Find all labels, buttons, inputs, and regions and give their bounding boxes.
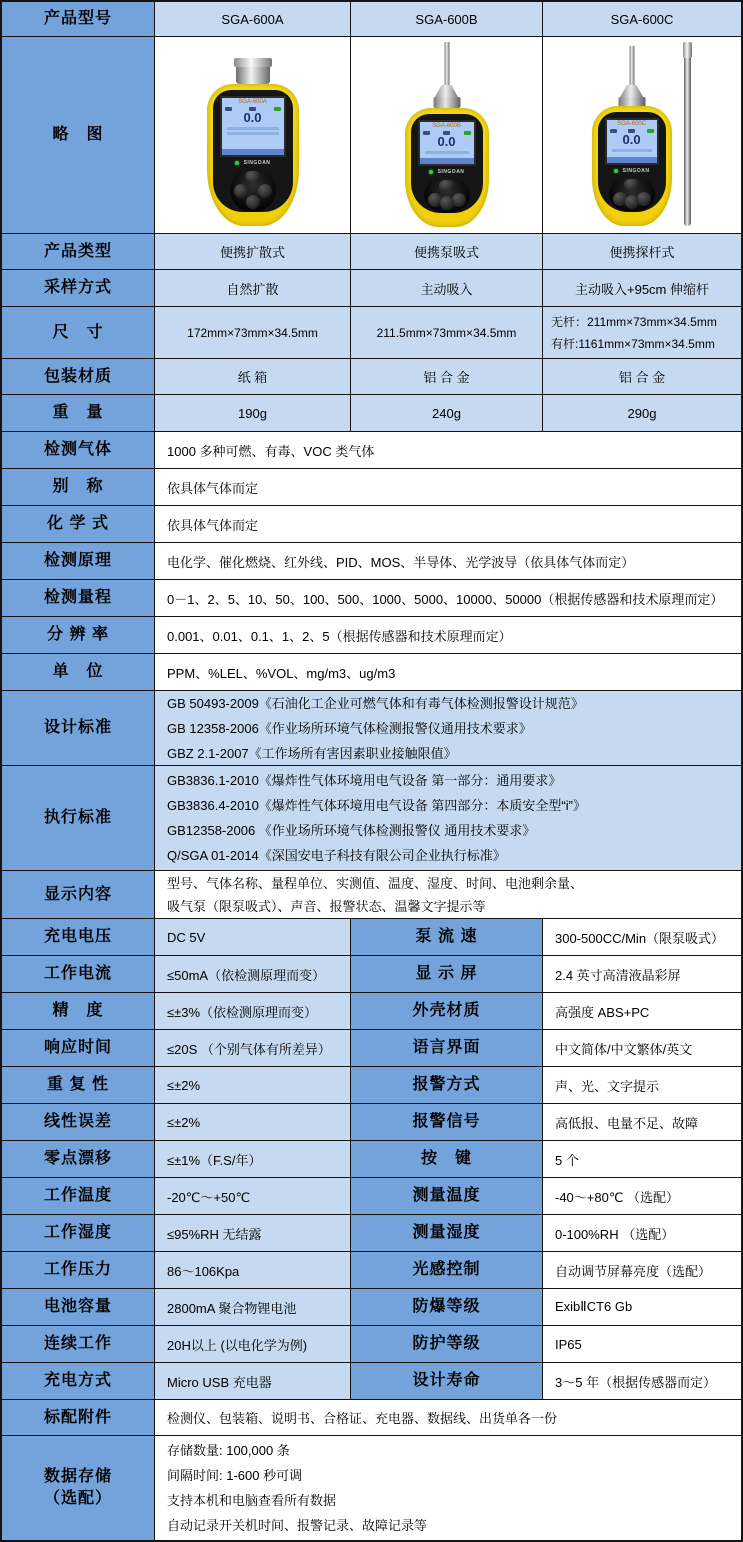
row-chemical-formula	[2, 506, 741, 543]
spec-row-working-pressure	[2, 1252, 741, 1289]
left-button	[234, 184, 248, 198]
size-b: 211.5mm×73mm×34.5mm	[351, 307, 543, 358]
row-detection-principle	[2, 543, 741, 580]
row-value: 电化学、催化燃烧、红外线、PID、MOS、半导体、光学波导（依具体气体而定）	[155, 543, 741, 579]
telescopic-rod	[684, 42, 691, 226]
row-value: ≤±1%（F.S/年）	[155, 1141, 351, 1177]
row-label: 产品类型	[2, 234, 155, 269]
row-label: 重 量	[2, 395, 155, 431]
row-value: -40～+80℃ （选配）	[543, 1178, 741, 1214]
row-value: 2800mA 聚合物锂电池	[155, 1289, 351, 1325]
enter-button	[625, 195, 639, 209]
spec-row-linearity-error	[2, 1104, 741, 1141]
package-b: 铝 合 金	[351, 359, 543, 394]
row-detected-gas	[2, 432, 741, 469]
row-value: ≤95%RH 无结露	[155, 1215, 351, 1251]
device-face	[598, 112, 666, 212]
row-value: ≤50mA（依检测原理而变）	[155, 956, 351, 992]
row-value: 高强度 ABS+PC	[543, 993, 741, 1029]
spec-row-battery-capacity	[2, 1289, 741, 1326]
row-value: 5 个	[543, 1141, 741, 1177]
row-value: 1000 多种可燃、有毒、VOC 类气体	[155, 432, 741, 468]
row-label: 电池容量	[2, 1289, 155, 1325]
device-screen	[605, 118, 659, 165]
screen-reading: 0.0	[243, 110, 262, 125]
row-value: 中文简体/中文繁体/英文	[543, 1030, 741, 1066]
row-value: 3～5 年（根据传感器而定）	[543, 1363, 741, 1399]
row-sketch	[2, 37, 741, 234]
device-body	[592, 106, 672, 226]
sampling-a: 自然扩散	[155, 270, 351, 306]
device-body	[207, 84, 299, 226]
row-label: 连续工作	[2, 1326, 155, 1362]
row-label: 防爆等级	[351, 1289, 543, 1325]
probe-collar	[433, 97, 460, 108]
row-value: 依具体气体而定	[155, 506, 741, 542]
row-value	[155, 766, 741, 870]
spec-row-charging-method	[2, 1363, 741, 1400]
brand-text: SINGOAN	[622, 167, 650, 174]
row-value: DC 5V	[155, 919, 351, 955]
storage-line: 自动记录开关机时间、报警记录、故障记录等	[167, 1518, 428, 1533]
standard-line: GB3836.1-2010《爆炸性气体环境用电气设备 第一部分：通用要求》	[167, 773, 562, 788]
row-label: 泵 流 速	[351, 919, 543, 955]
storage-line: 存储数量: 100,000 条	[167, 1443, 290, 1458]
row-label: 尺 寸	[2, 307, 155, 358]
row-display-content	[2, 871, 741, 919]
row-label: 报警信号	[351, 1104, 543, 1140]
display-line: 吸气泵（限泵吸式）、声音、报警状态、温馨文字提示等	[167, 898, 486, 914]
spec-row-working-current	[2, 956, 741, 993]
row-value	[155, 691, 741, 765]
row-label: 测量湿度	[351, 1215, 543, 1251]
row-label: 按 键	[351, 1141, 543, 1177]
standard-line: GB 50493-2009《石油化工企业可燃气体和有毒气体检测报警设计规范》	[167, 695, 584, 711]
row-label: 检测量程	[2, 580, 155, 616]
row-label: 语言界面	[351, 1030, 543, 1066]
screen-info-line	[612, 149, 652, 152]
screen-model-text: SGA-600A	[238, 99, 267, 105]
brand-row	[235, 160, 271, 166]
row-label: 产品型号	[2, 2, 155, 36]
row-label: 显 示 屏	[351, 956, 543, 992]
type-a: 便携扩散式	[155, 234, 351, 269]
enter-button	[440, 196, 454, 210]
row-alias	[2, 469, 741, 506]
row-label: 工作温度	[2, 1178, 155, 1214]
weight-c: 290g	[543, 395, 741, 431]
row-value: 0－1、2、5、10、50、100、500、1000、5000、10000、50000（根据传感器和技术原理而定）	[155, 580, 741, 616]
row-value: Micro USB 充电器	[155, 1363, 351, 1399]
device-face	[213, 90, 293, 212]
model-c: SGA-600C	[543, 2, 741, 36]
row-value: -20℃～+50℃	[155, 1178, 351, 1214]
screen-info-line	[425, 151, 469, 154]
storage-label-line1: 数据存储	[43, 1468, 112, 1485]
storage-line: 支持本机和电脑查看所有数据	[167, 1493, 337, 1508]
spec-row-response-time	[2, 1030, 741, 1067]
led-indicator	[614, 169, 618, 173]
sketch-cell-b	[351, 37, 543, 233]
sensor-cap	[236, 58, 270, 84]
row-packaging-material	[2, 359, 741, 395]
row-label: 精 度	[2, 993, 155, 1029]
size-c	[543, 307, 741, 358]
weight-a: 190g	[155, 395, 351, 431]
row-value: 高低报、电量不足、故障	[543, 1104, 741, 1140]
row-dimensions	[2, 307, 741, 359]
button-cluster	[424, 177, 470, 213]
row-label: 单 位	[2, 654, 155, 690]
row-label: 线性误差	[2, 1104, 155, 1140]
row-value: ≤±3%（依检测原理而变）	[155, 993, 351, 1029]
row-execution-standard	[2, 766, 741, 871]
row-label: 重 复 性	[2, 1067, 155, 1103]
row-value: 86～106Kpa	[155, 1252, 351, 1288]
brand-row	[614, 168, 650, 174]
sampling-probe	[629, 46, 634, 86]
spec-row-accuracy	[2, 993, 741, 1030]
standard-line: Q/SGA 01-2014《深国安电子科技有限公司企业执行标准》	[167, 848, 506, 863]
row-label: 光感控制	[351, 1252, 543, 1288]
screen-time-bar	[222, 149, 284, 155]
size-c-line1: 无杆：211mm×73mm×34.5mm	[551, 314, 717, 329]
row-value: ≤±2%	[155, 1067, 351, 1103]
row-label: 略 图	[2, 37, 155, 233]
device-screen	[220, 96, 286, 157]
brand-text: SINGOAN	[243, 160, 271, 167]
model-b: SGA-600B	[351, 2, 543, 36]
device-screen	[418, 120, 476, 166]
row-label: 显示内容	[2, 871, 155, 918]
right-button	[258, 184, 272, 198]
row-label: 外壳材质	[351, 993, 543, 1029]
row-label: 充电方式	[2, 1363, 155, 1399]
storage-label-line2: （选配）	[43, 1490, 112, 1507]
row-label: 零点漂移	[2, 1141, 155, 1177]
spec-row-working-temperature	[2, 1178, 741, 1215]
row-value: ≤±2%	[155, 1104, 351, 1140]
device-face	[411, 114, 483, 213]
row-label: 检测气体	[2, 432, 155, 468]
standard-line: GB 12358-2006《作业场所环境气体检测报警仪通用技术要求》	[167, 720, 532, 736]
row-value: 依具体气体而定	[155, 469, 741, 505]
screen-time-bar	[420, 158, 474, 164]
storage-line: 间隔时间: 1-600 秒可调	[167, 1468, 303, 1483]
row-value: 0-100%RH （选配）	[543, 1215, 741, 1251]
sampling-c: 主动吸入+95cm 伸缩杆	[543, 270, 741, 306]
row-value: 检测仪、包装箱、说明书、合格证、充电器、数据线、出货单各一份	[155, 1400, 741, 1435]
right-button	[452, 193, 466, 207]
row-label: 采样方式	[2, 270, 155, 306]
row-value: 自动调节屏幕亮度（选配）	[543, 1252, 741, 1288]
row-detection-range	[2, 580, 741, 617]
row-value	[155, 1436, 741, 1540]
row-label: 化 学 式	[2, 506, 155, 542]
standard-line: GBZ 2.1-2007《工作场所有害因素职业接触限值》	[167, 745, 457, 761]
row-label: 响应时间	[2, 1030, 155, 1066]
brand-text: SINGOAN	[437, 169, 465, 176]
spec-row-charging-voltage	[2, 919, 741, 956]
row-value: IP65	[543, 1326, 741, 1362]
size-c-line2: 有杆:1161mm×73mm×34.5mm	[551, 336, 715, 351]
row-value: 声、光、文字提示	[543, 1067, 741, 1103]
row-label: 工作湿度	[2, 1215, 155, 1251]
row-product-type	[2, 234, 741, 270]
button-cluster	[230, 168, 276, 212]
row-unit	[2, 654, 741, 691]
sketch-cell-c	[543, 37, 741, 233]
package-a: 纸 箱	[155, 359, 351, 394]
screen-info-line	[227, 127, 279, 130]
row-label: 测量温度	[351, 1178, 543, 1214]
row-label: 分 辨 率	[2, 617, 155, 653]
device-image-sga-600a	[188, 40, 318, 230]
row-data-storage	[2, 1436, 741, 1540]
sampling-probe	[444, 42, 449, 86]
row-label: 设计寿命	[351, 1363, 543, 1399]
row-label: 包装材质	[2, 359, 155, 394]
type-c: 便携探杆式	[543, 234, 741, 269]
device-body	[405, 108, 489, 227]
screen-time-bar	[607, 157, 657, 163]
row-resolution	[2, 617, 741, 654]
spec-row-zero-drift	[2, 1141, 741, 1178]
row-label: 设计标准	[2, 691, 155, 765]
right-button	[637, 192, 651, 206]
sketch-cell-a	[155, 37, 351, 233]
menu-button	[624, 179, 640, 190]
standard-line: GB12358-2006 《作业场所环境气体检测报警仪 通用技术要求》	[167, 823, 536, 838]
row-label: 工作压力	[2, 1252, 155, 1288]
menu-button	[245, 171, 261, 182]
type-b: 便携泵吸式	[351, 234, 543, 269]
device-image-sga-600b	[382, 40, 512, 230]
row-sampling-method	[2, 270, 741, 307]
row-value: 300-500CC/Min（限泵吸式）	[543, 919, 741, 955]
row-label: 别 称	[2, 469, 155, 505]
spec-row-continuous-working	[2, 1326, 741, 1363]
row-label	[2, 1436, 155, 1540]
menu-button	[439, 180, 455, 191]
row-value: 0.001、0.01、0.1、1、2、5（根据传感器和技术原理而定）	[155, 617, 741, 653]
row-label: 报警方式	[351, 1067, 543, 1103]
row-value: PPM、%LEL、%VOL、mg/m3、ug/m3	[155, 654, 741, 690]
screen-reading: 0.0	[437, 134, 456, 149]
row-label: 标配附件	[2, 1400, 155, 1435]
sampling-b: 主动吸入	[351, 270, 543, 306]
led-indicator	[429, 170, 433, 174]
screen-reading: 0.0	[622, 132, 641, 147]
row-value: ≤20S （个别气体有所差异）	[155, 1030, 351, 1066]
row-product-model	[2, 2, 741, 37]
package-c: 铝 合 金	[543, 359, 741, 394]
screen-model-text: SGA-600B	[432, 123, 461, 129]
screen-info-line	[227, 132, 279, 135]
led-indicator	[235, 161, 239, 165]
row-label: 工作电流	[2, 956, 155, 992]
spec-row-working-humidity	[2, 1215, 741, 1252]
row-label: 防护等级	[351, 1326, 543, 1362]
display-line: 型号、气体名称、量程单位、实测值、温度、湿度、时间、电池剩余量、	[167, 875, 584, 891]
row-weight	[2, 395, 741, 432]
standard-line: GB3836.4-2010《爆炸性气体环境用电气设备 第四部分：本质安全型“i”》	[167, 798, 586, 813]
button-cluster	[609, 176, 655, 212]
weight-b: 240g	[351, 395, 543, 431]
rod-tip	[683, 42, 692, 58]
row-value: ExibⅡCT6 Gb	[543, 1289, 741, 1325]
device-image-sga-600c	[577, 40, 707, 230]
row-label: 充电电压	[2, 919, 155, 955]
row-standard-accessories	[2, 1400, 741, 1436]
spec-row-repeatability	[2, 1067, 741, 1104]
screen-model-text: SGA-600C	[617, 121, 647, 127]
brand-row	[429, 169, 465, 175]
row-value: 2.4 英寸高清液晶彩屏	[543, 956, 741, 992]
row-design-standard	[2, 691, 741, 766]
row-value: 20H以上 (以电化学为例)	[155, 1326, 351, 1362]
row-label: 执行标准	[2, 766, 155, 870]
size-a: 172mm×73mm×34.5mm	[155, 307, 351, 358]
row-label: 检测原理	[2, 543, 155, 579]
model-a: SGA-600A	[155, 2, 351, 36]
row-value	[155, 871, 741, 918]
enter-button	[246, 195, 260, 209]
